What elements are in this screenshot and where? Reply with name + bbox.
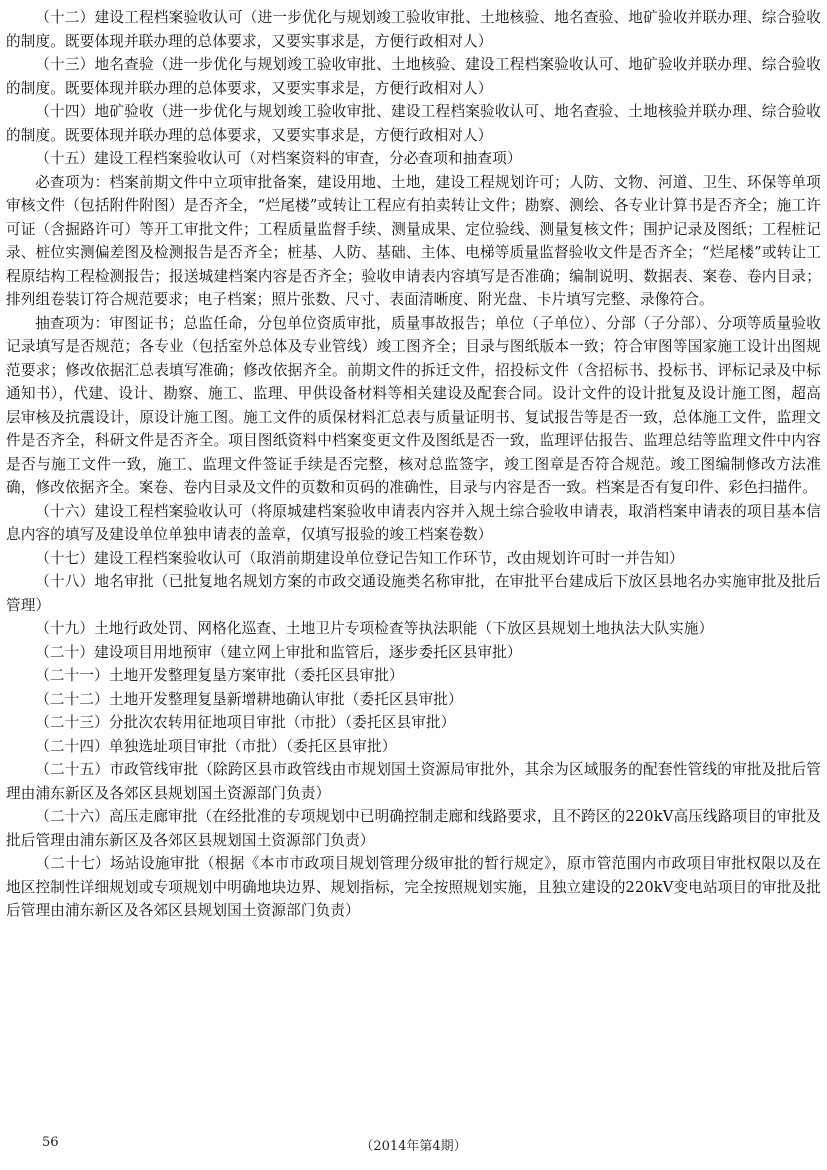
issue-label: （2014年第4期） bbox=[360, 1139, 467, 1154]
page-number: 56 bbox=[42, 1135, 59, 1150]
paragraph-spot-check-items: 抽查项为：审图证书；总监任命，分包单位资质审批，质量事故报告；单位（子单位）、分部（子分部）、分项等质量验收记录填写是否规范；各专业（包括室外总体及专业管线）竣工图齐全；目录与图纸版本一致；符合审图等国家施工设计出图规范要求；修改依据汇总表填写准确；修改依据齐全。前期文件的拆迁文件，招投标文件（含招标书、投标书、评标记录及中标通知书），代建、设计、勘察、施工、监理、甲供设备材料等相关建设及配套合同。设计文件的设计批复及设计施工图，超高层审核及抗震设计，原设计施工图。施工文件的质保材料汇总表与质量证明书、复试报告等是否一致，总体施工文件，监理文件是否齐全，科研文件是否齐全。项目图纸资料中档案变更文件及图纸是否一致，监理评估报告、监理总结等监理文件中内容是否与施工文件一致，施工、监理文件签证手续是否完整，核对总监签字，竣工图章是否符合规范。竣工图编制修改方法准确，修改依据齐全。案卷、卷内目录及文件的页数和页码的准确性，目录与内容是否一致。档案是否有复印件、彩色扫描件。 bbox=[6, 314, 821, 496]
paragraph-12: （十二）建设工程档案验收认可（进一步优化与规划竣工验收审批、土地核验、地名查验、地矿验收并联办理、综合验收的制度。既要体现并联办理的总体要求，又要实事求是，方便行政相对人） bbox=[6, 9, 821, 50]
paragraph-20: （二十）建设项目用地预审（建立网上审批和监管后，逐步委托区县审批） bbox=[35, 643, 522, 661]
paragraph-25: （二十五）市政管线审批（除跨区县市政管线由市规划国土资源局审批外，其余为区域服务的配套性管线的审批及批后管理由浦东新区及各郊区县规划国土资源部门负责） bbox=[6, 761, 821, 802]
paragraph-23: （二十三）分批次农转用征地项目审批（市批）（委托区县审批） bbox=[35, 714, 456, 731]
paragraph-13: （十三）地名查验（进一步优化与规划竣工验收审批、土地核验、建设工程档案验收认可、地矿验收并联办理、综合验收的制度。既要体现并联办理的总体要求，又要实事求是，方便行政相对人） bbox=[6, 56, 821, 97]
paragraph-16: （十六）建设工程档案验收认可（将原城建档案验收申请表内容并入规土综合验收申请表，取消档案申请表的项目基本信息内容的填写及建设单位单独申请表的盖章，仅填写报验的竣工档案卷数） bbox=[6, 502, 821, 543]
paragraph-26: （二十六）高压走廊审批（在经批准的专项规划中已明确控制走廊和线路要求，且不跨区的220kV高压线路项目的审批及批后管理由浦东新区及各郊区县规划国土资源部门负责） bbox=[6, 808, 821, 849]
paragraph-14: （十四）地矿验收（进一步优化与规划竣工验收审批、建设工程档案验收认可、地名查验、土地核验并联办理、综合验收的制度。既要体现并联办理的总体要求，又要实事求是，方便行政相对人） bbox=[6, 103, 821, 144]
paragraph-27: （二十七）场站设施审批（根据《本市市政项目规划管理分级审批的暂行规定》，原市管范围内市政项目审批权限以及在地区控制性详细规划或专项规划中明确地块边界、规划指标，完全按照规划实施，且独立建设的220kV变电站项目的审批及批后管理由浦东新区及各郊区县规划国土资源部门负责） bbox=[6, 855, 821, 919]
page-footer bbox=[0, 1131, 827, 1155]
paragraph-19: （十九）土地行政处罚、网格化巡查、土地卫片专项检查等执法职能（下放区县规划土地执法大队实施） bbox=[35, 620, 714, 637]
paragraph-17: （十七）建设工程档案验收认可（取消前期建设单位登记告知工作环节，改由规划许可时一并告知） bbox=[35, 549, 684, 567]
paragraph-21: （二十一）土地开发整理复垦方案审批（委托区县审批） bbox=[35, 667, 404, 684]
body-text bbox=[6, 6, 821, 923]
paragraph-18: （十八）地名审批（已批复地名规划方案的市政交通设施类名称审批，在审批平台建成后下放区县地名办实施审批及批后管理） bbox=[6, 573, 821, 614]
paragraph-15-heading: （十五）建设工程档案验收认可（对档案资料的审查，分必查项和抽查项） bbox=[35, 150, 522, 167]
paragraph-mandatory-items: 必查项为：档案前期文件中立项审批备案，建设用地、土地，建设工程规划许可；人防、文物、河道、卫生、环保等单项审核文件（包括附件附图）是否齐全，“烂尾楼”或转让工程应有拍卖转让文件；勘察、测绘、各专业计算书是否齐全；施工许可证（含掘路许可）等开工审批文件；工程质量监督手续、测量成果、定位验线、测量复核文件；围护记录及图纸；工程桩记录、桩位实测偏差图及检测报告是否齐全；桩基、人防、基础、主体、电梯等质量监督验收文件是否齐全；“烂尾楼”或转让工程原结构工程检测报告；报送城建档案内容是否齐全；验收申请表内容填写是否准确；编制说明、数据表、案卷、卷内目录；排列组卷装订符合规范要求；电子档案；照片张数、尺寸、表面清晰度、附光盘、卡片填写完整、录像符合。 bbox=[6, 173, 821, 308]
paragraph-24: （二十四）单独选址项目审批（市批）（委托区县审批） bbox=[35, 737, 397, 755]
paragraph-22: （二十二）土地开发整理复垦新增耕地确认审批（委托区县审批） bbox=[35, 690, 463, 708]
